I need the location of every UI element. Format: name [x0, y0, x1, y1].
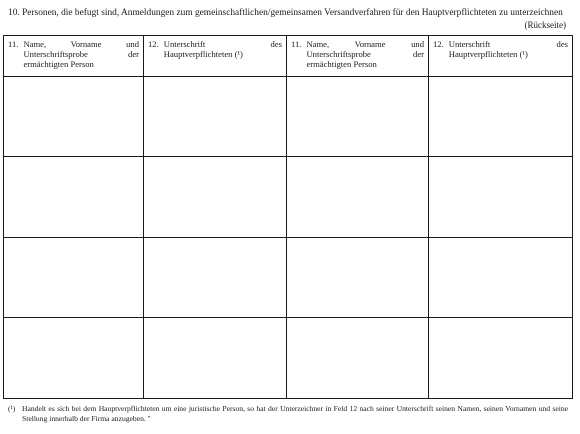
field-number: 11. [291, 39, 302, 49]
column-header-principal-signature-2 [429, 36, 572, 77]
authorized-persons-table [3, 35, 573, 399]
signature-box-r2-c1[interactable] [4, 157, 144, 237]
signature-box-r1-c2[interactable] [144, 77, 287, 157]
column-header-label: Name, Vorname und Unterschriftsprobe der ermächtigten Person [23, 39, 139, 69]
column-header-label: Unterschrift des Hauptverpflichteten (¹) [448, 39, 568, 59]
field-number: 11. [8, 39, 19, 49]
signature-box-r1-c4[interactable] [429, 77, 572, 157]
signature-box-r3-c1[interactable] [4, 238, 144, 318]
column-header-label: Name, Vorname und Unterschriftsprobe der ermächtigten Person [306, 39, 424, 69]
footnote-text: Handelt es sich bei dem Hauptverpflichteten um eine juristische Person, so hat der Unterzeichner in Feld 12 nach seiner Unterschrift seinen Namen, seinen Vornamen und seine Stellung innerhalb der Firma anzugeben. " [22, 404, 568, 423]
column-header-principal-signature-1 [144, 36, 287, 77]
signature-box-r4-c2[interactable] [144, 318, 287, 398]
field-number: 12. [433, 39, 444, 49]
signature-box-r1-c1[interactable] [4, 77, 144, 157]
signature-box-r2-c3[interactable] [287, 157, 429, 237]
section-10-heading [8, 8, 568, 19]
footnote-marker: (¹) [8, 404, 16, 413]
column-header-name-signature-2 [287, 36, 429, 77]
signature-box-r4-c3[interactable] [287, 318, 429, 398]
signature-box-r3-c2[interactable] [144, 238, 287, 318]
signature-box-r2-c4[interactable] [429, 157, 572, 237]
footnote [8, 404, 568, 424]
signature-box-r3-c3[interactable] [287, 238, 429, 318]
field-number: 12. [148, 39, 159, 49]
column-header-name-signature-1 [4, 36, 144, 77]
signature-box-r4-c4[interactable] [429, 318, 572, 398]
page-side-label: (Rückseite) [524, 20, 566, 30]
section-10-heading-text: 10. Personen, die befugt sind, Anmeldungen zum gemeinschaftlichen/gemeinsamen Versandverfahren für den Hauptverpflichteten zu unterzeichnen [8, 8, 563, 18]
signature-box-r1-c3[interactable] [287, 77, 429, 157]
signature-box-r4-c1[interactable] [4, 318, 144, 398]
signature-box-r3-c4[interactable] [429, 238, 572, 318]
column-header-label: Unterschrift des Hauptverpflichteten (¹) [163, 39, 282, 59]
signature-box-r2-c2[interactable] [144, 157, 287, 237]
